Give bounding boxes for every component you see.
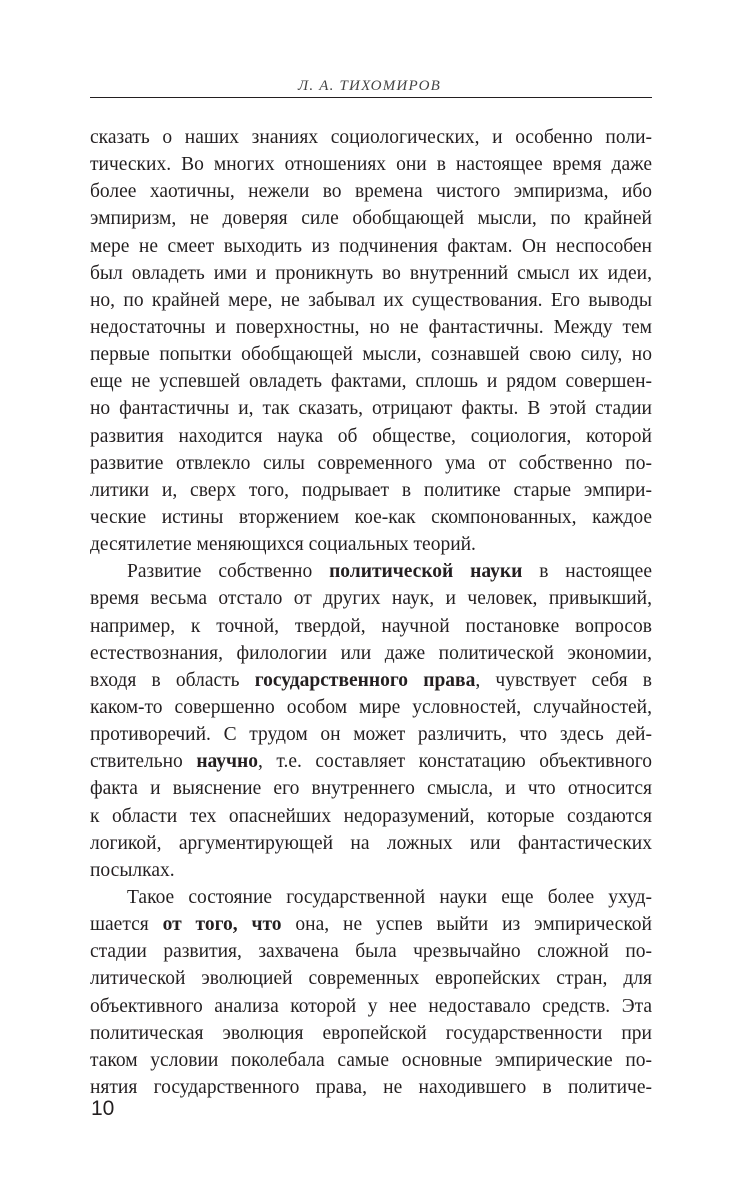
text-line: входя в область государственного права, чувствует себя в — [90, 669, 652, 691]
bold-term: политической науки — [329, 561, 523, 583]
text-line: более хаотичны, нежели во времена чистого эмпиризма, ибо — [90, 181, 652, 203]
text-line: политическая эволюция европейской государственности при — [90, 1022, 652, 1044]
text-line: посылках. — [90, 859, 175, 881]
text-line: недостаточны и поверхностны, но не фантастичны. Между тем — [90, 316, 652, 338]
text-line: шается от того, что она, не успев выйти из эмпирической — [90, 914, 652, 936]
text-line: к области тех опаснейших недоразумений, которые создаются — [90, 805, 652, 827]
bold-term: государственного права — [254, 669, 476, 691]
text-line: объективного анализа которой у нее недоставало средств. Эта — [90, 995, 652, 1017]
text-line: десятилетие меняющихся социальных теорий. — [90, 534, 476, 556]
text-line: например, к точной, твердой, научной постановке вопросов — [90, 615, 652, 637]
text-line: мере не смеет выходить из подчинения фактам. Он неспособен — [90, 235, 652, 257]
text-line: развития находится наука об обществе, социология, которой — [90, 425, 652, 447]
paragraph-2 — [90, 558, 652, 884]
text-line: время весьма отстало от других наук, и человек, привыкший, — [90, 588, 652, 610]
text-line: ствительно научно, т.е. составляет констатацию объективного — [90, 751, 652, 773]
text-line: противоречий. С трудом он может различить, что здесь дей- — [90, 724, 652, 746]
text-line: литики и, сверх того, подрывает в политике старые эмпири- — [90, 479, 652, 501]
text-line: но фантастичны и, так сказать, отрицают факты. В этой стадии — [90, 398, 652, 420]
text-line: тических. Во многих отношениях они в настоящее время даже — [90, 154, 652, 176]
text-line: сказать о наших знаниях социологических, и особенно поли- — [90, 127, 652, 148]
paragraph-1 — [90, 124, 652, 558]
text-line: таком условии поколебала самые основные эмпирические по- — [90, 1049, 652, 1071]
text-line: был овладеть ими и проникнуть во внутренний смысл их идеи, — [90, 262, 652, 284]
text-line: факта и выяснение его внутреннего смысла, и что относится — [90, 778, 652, 800]
text-line: нятия государственного права, не находившего в политиче- — [90, 1076, 652, 1098]
paragraph-3 — [90, 884, 652, 1101]
text-line: Такое состояние государственной науки еще более ухуд- — [127, 886, 652, 908]
text-line: естествознания, филологии или даже политической экономии, — [90, 642, 652, 664]
text-line: еще не успевшей овладеть фактами, сплошь и рядом совершен- — [90, 371, 652, 393]
text-line: первые попытки обобщающей мысли, сознавшей свою силу, но — [90, 344, 652, 366]
bold-term: от того, что — [162, 914, 282, 936]
body-text — [90, 124, 652, 1101]
text-line: литической эволюцией современных европейских стран, для — [90, 968, 652, 990]
page-number: 10 — [91, 1097, 115, 1120]
text-line: Развитие собственно политической науки в настоящее — [127, 561, 652, 583]
text-line: развитие отвлекло силы современного ума от собственно по- — [90, 452, 652, 474]
text-line: каком-то совершенно особом мире условностей, случайностей, — [90, 696, 652, 718]
running-head: Л. А. ТИХОМИРОВ — [297, 78, 442, 94]
text-line: эмпиризм, не доверяя силе обобщающей мысли, по крайней — [90, 208, 652, 230]
text-line: логикой, аргументирующей на ложных или фантастических — [90, 832, 652, 854]
text-line: но, по крайней мере, не забывал их существования. Его выводы — [90, 289, 652, 311]
text-line: ческие истины вторжением кое-как скомпонованных, каждое — [90, 506, 652, 528]
header-rule — [90, 97, 652, 98]
bold-term: научно — [196, 751, 259, 773]
text-line: стадии развития, захвачена была чрезвычайно сложной по- — [90, 941, 652, 963]
